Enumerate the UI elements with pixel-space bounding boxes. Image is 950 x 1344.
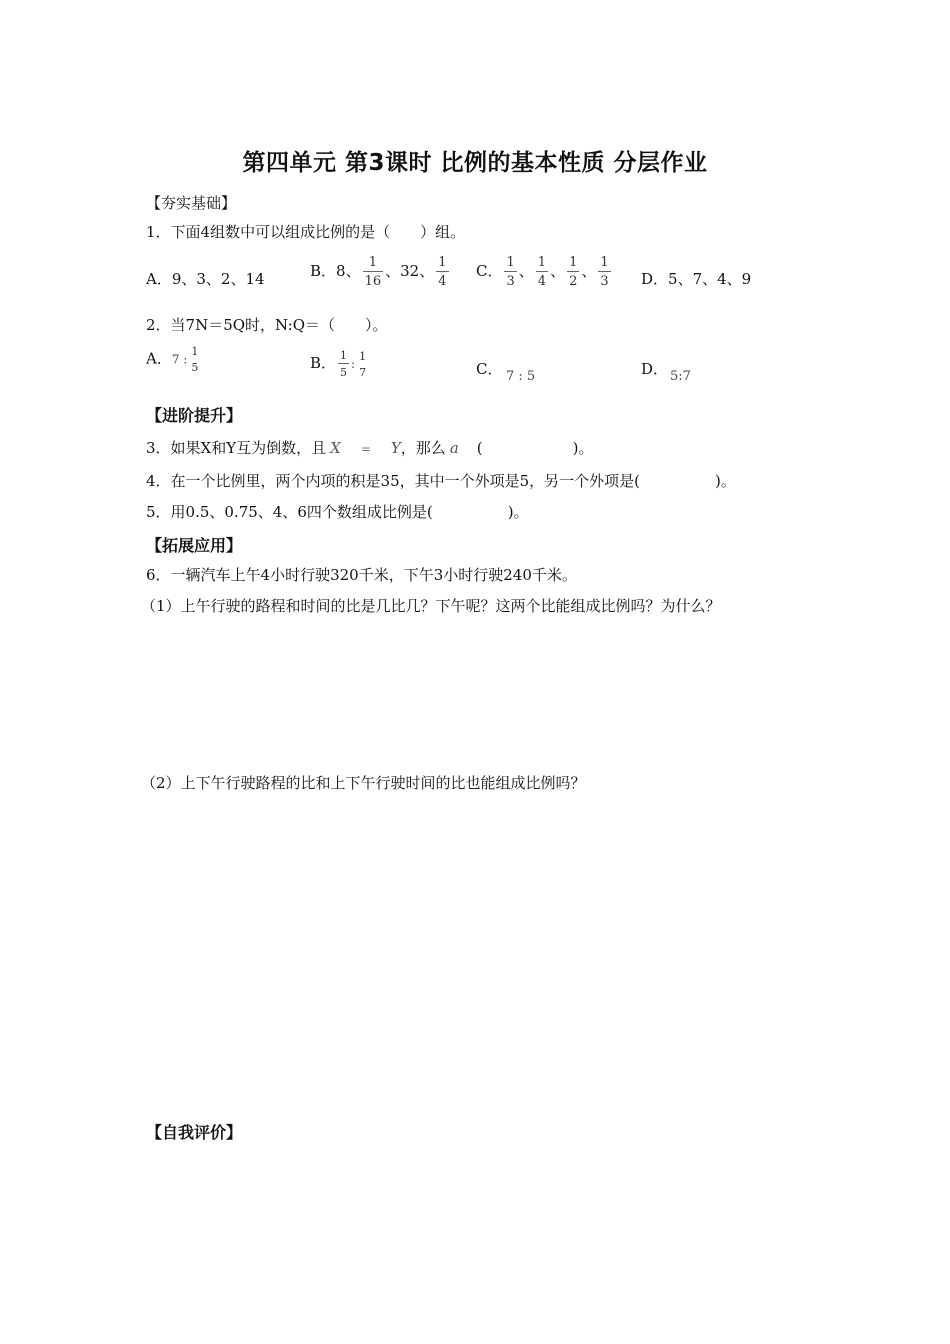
answer-blank[interactable]: ( )。 [476, 439, 594, 457]
fraction: $\frac{1}{3}$ [600, 255, 609, 289]
q2-option-c [476, 358, 502, 379]
section-advanced: 【进阶提升】 [146, 406, 243, 425]
q2-option-a-label: A． [146, 349, 172, 368]
q2-option-d-label: D． [641, 360, 669, 378]
fraction: $\frac{1}{3}$ [506, 255, 515, 289]
question-3: 3．如果X和Y互为倒数，且 X = Y，那么 a ( )。 [146, 439, 594, 457]
q1-option-d: D．5、7、4、9 [641, 270, 752, 288]
question-6-part-1: （1）上午行驶的路程和时间的比是几比几？下午呢？这两个比能组成比例吗？为什么？ [141, 597, 721, 615]
question-1-stem: 1．下面4组数中可以组成比例的是（ ）组。 [146, 223, 466, 241]
fraction: 1 5 [191, 345, 199, 374]
fraction: $\frac{1}{5}$ [340, 349, 348, 379]
q2-option-b-label: B． [310, 354, 337, 372]
q1-option-b: B．8、 $\frac{1}{16}$ 、32、 $\frac{1}{4}$ [310, 255, 447, 289]
page-title: 第四单元 第3课时 比例的基本性质 分层作业 [242, 150, 708, 176]
question-5: 5．用0.5、0.75、4、6四个数组成比例是( )。 [146, 503, 529, 521]
question-4: 4．在一个比例里，两个内项的积是35，其中一个外项是5，另一个外项是( )。 [146, 472, 736, 490]
q1-option-a: A．9、3、2、14 [146, 270, 265, 288]
fraction: $\frac{1}{2}$ [569, 255, 578, 289]
section-basic: 【夯实基础】 [146, 194, 237, 212]
fraction: 1 7 [359, 349, 367, 379]
section-self-eval: 【自我评价】 [146, 1123, 243, 1142]
q2-option-a: A．7 : 1 5 [146, 345, 199, 374]
math-a: a [449, 439, 459, 457]
q1-option-b-label: B．8、 [310, 262, 361, 280]
question-6-part-2: （2）上下午行驶路程的比和上下午行驶时间的比也能组成比例吗？ [141, 774, 586, 792]
fraction: $\frac{1}{4}$ [438, 255, 447, 289]
q2-option-b: B． $\frac{1}{5}$ : 1 7 [310, 349, 367, 379]
question-6-stem: 6．一辆汽车上午4小时行驶320千米，下午3小时行驶240千米。 [146, 566, 577, 584]
q1-option-c: C． $\frac{1}{3}$ 、 $\frac{1}{4}$ 、 $\frac{1}{2}$ 、 $\frac{1}{3}$ [476, 255, 609, 289]
question-2-stem: 2．当7N＝5Q时，N:Q＝（ ）。 [146, 316, 388, 334]
q1-option-c-label: C． [476, 262, 503, 280]
q2-option-c-label: C． [476, 360, 503, 378]
fraction: $\frac{1}{16}$ [364, 255, 382, 289]
fraction: $\frac{1}{4}$ [537, 255, 547, 289]
section-extend: 【拓展应用】 [146, 536, 243, 555]
q2-option-d [641, 358, 668, 379]
q2-option-c-value: 7 : 5 [506, 369, 536, 384]
math-y: Y [390, 439, 401, 457]
math-x: X [330, 439, 341, 457]
q2-option-d-value: 5:7 [670, 369, 691, 384]
